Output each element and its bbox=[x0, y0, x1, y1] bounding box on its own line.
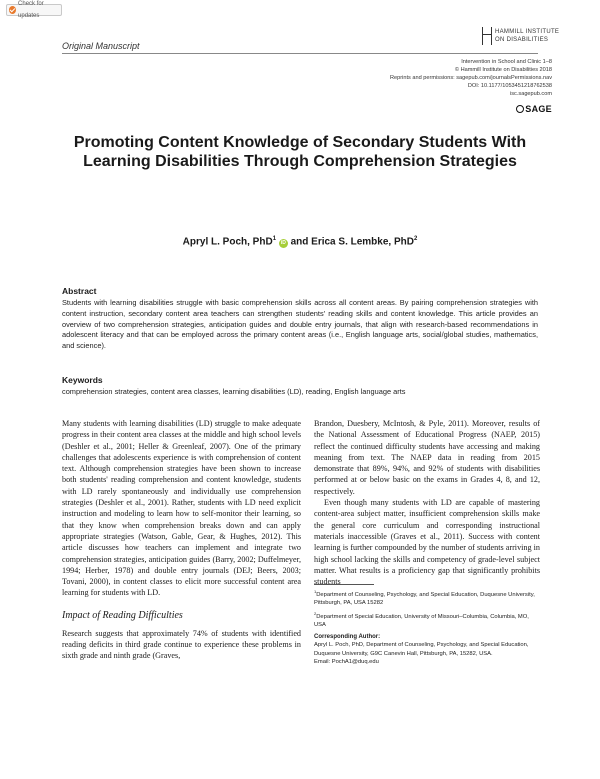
journal-citation: Intervention in School and Clinic 1–8 bbox=[461, 59, 552, 65]
author-connector: and bbox=[290, 236, 309, 248]
footnote-2-number: 2 bbox=[314, 610, 317, 616]
permissions-line[interactable]: Reprints and permissions: sagepub.com/journalsPermissions.nav bbox=[390, 75, 552, 81]
footnote-1 bbox=[314, 588, 540, 608]
keywords-text: comprehension strategies, content area classes, learning disabilities (LD), reading, English language arts bbox=[62, 387, 406, 396]
impact-paragraph: Research suggests that approximately 74% of students with identified reading deficits in third grade continue to experience these problems in sixth grade and ninth grade (Graves, bbox=[62, 628, 301, 661]
sage-ring-icon bbox=[516, 105, 524, 113]
abstract-text: Students with learning disabilities struggle with basic comprehension skills across all content areas. By pairing comprehension strategies with content instruction, secondary content area teachers can strengthen students' reading skills and content knowledge. This article provides an overview of two comprehension strategies, anticipation guides and double entry journals, that align with research-based recommendations in adolescent literacy and that can be employed across the primary content areas (i.e., English language arts, social/global studies, mathematics, and science). bbox=[62, 298, 538, 351]
author-1: Apryl L. Poch, PhD bbox=[182, 236, 273, 248]
footnote-2-text: Department of Special Education, University of Missouri–Columbia, Columbia, MO, USA bbox=[314, 613, 529, 628]
abstract-heading: Abstract bbox=[62, 286, 97, 296]
sage-logo-text: SAGE bbox=[525, 104, 552, 114]
proficiency-paragraph: Even though many students with LD are capable of mastering content-area subject matter, insufficient comprehension skills make the general core curriculum and corresponding instructional materials inaccessible (Graves et al., 2011). Success with content learning is further compounded by the number of students arriving in high school lacking the skills and competency of grade-level subject matter. What results is a proficiency gap that significantly prohibits students bbox=[314, 498, 540, 587]
check-for-updates-badge[interactable] bbox=[6, 1, 62, 19]
check-for-updates-label: Check for updates bbox=[18, 1, 44, 19]
author-line bbox=[0, 236, 600, 248]
check-icon bbox=[9, 6, 16, 14]
corresponding-author-heading: Corresponding Author: bbox=[314, 634, 381, 641]
naep-paragraph: Brandon, Duesbery, McIntosh, & Pyle, 2011). Moreover, results of the National Assessment of Educational Progress (NAEP, 2015) reflect the continued difficulty students have accessing and making meaning from text. The NAEP data in reading from 2015 demonstrate that 89%, 94%, and 92% of students with disabilities performed at or below basic on the exams in Grades 4, 8, and 12, respectively. bbox=[314, 419, 540, 496]
intro-paragraph: Many students with learning disabilities (LD) struggle to make adequate progress in their content area classes at the middle and high school levels (Deshler et al., 2001; Heller & Greenleaf, 2007). One of the primary challenges that adolescents experience is with comprehension of content text. Although comprehension strategies have been shown to increase both students' reading comprehension and content knowledge, students with LD rarely spontaneously and individually use comprehension strategies (Deshler et al., 2001). Rather, students with LD need explicit instruction and modeling to learn how to self-monitor their learning, so that they know when comprehension breaks down and can apply appropriate strategies (Watson, Gable, Gear, & Hughes, 2012). This article discusses how teachers can implement and integrate two comprehension strategies, anticipation guides (Barry, 2002; Duffelmeyer, 1994; Herber, 1978) and double entry journals (DEJ; Beers, 2003; Tovani, 2000), in content classes to elicit more successful content area learning for students with LD. bbox=[62, 419, 301, 598]
footnote-divider bbox=[314, 584, 374, 585]
journal-metadata bbox=[390, 58, 552, 98]
copyright-line: © Hammill Institute on Disabilities 2018 bbox=[454, 67, 552, 73]
author-1-affiliation: 1 bbox=[272, 236, 277, 242]
publisher-h-icon bbox=[482, 27, 492, 45]
sage-logo bbox=[516, 104, 552, 114]
header-divider bbox=[62, 53, 538, 54]
keywords-heading: Keywords bbox=[62, 375, 103, 385]
author-2: Erica S. Lembke, PhD bbox=[311, 236, 414, 248]
section-heading-impact: Impact of Reading Difficulties bbox=[62, 609, 183, 621]
footnote-1-text: Department of Counseling, Psychology, and Special Education, Duquesne University, Pittsburgh, PA, USA 15282 bbox=[314, 591, 535, 607]
publisher-name-line1: HAMMILL INSTITUTE bbox=[495, 29, 560, 35]
journal-url-line[interactable]: isc.sagepub.com bbox=[510, 91, 552, 97]
footnotes bbox=[314, 588, 540, 666]
footnote-2 bbox=[314, 610, 540, 630]
corresponding-author-text: Apryl L. Poch, PhD, Department of Counseling, Psychology, and Special Education, Duquesne University, G9C Canevin Hall, Pittsburgh, PA, 15282, USA. bbox=[314, 642, 529, 657]
body-column-left bbox=[62, 418, 301, 662]
manuscript-type-label: Original Manuscript bbox=[62, 41, 140, 51]
body-column-right bbox=[314, 418, 540, 587]
doi-line[interactable]: DOI: 10.1177/1053451218762538 bbox=[467, 83, 552, 89]
orcid-icon[interactable]: iD bbox=[280, 240, 286, 247]
publisher-name-line2: ON DISABILITIES bbox=[495, 37, 549, 43]
footnote-1-number: 1 bbox=[314, 589, 317, 594]
corresponding-author-email[interactable]: Email: PochA1@duq.edu bbox=[314, 658, 379, 665]
author-2-affiliation: 2 bbox=[413, 236, 418, 242]
publisher-logo bbox=[482, 25, 560, 51]
article-title: Promoting Content Knowledge of Secondary Students With Learning Disabilities Through Comprehension Strategies bbox=[73, 134, 527, 170]
